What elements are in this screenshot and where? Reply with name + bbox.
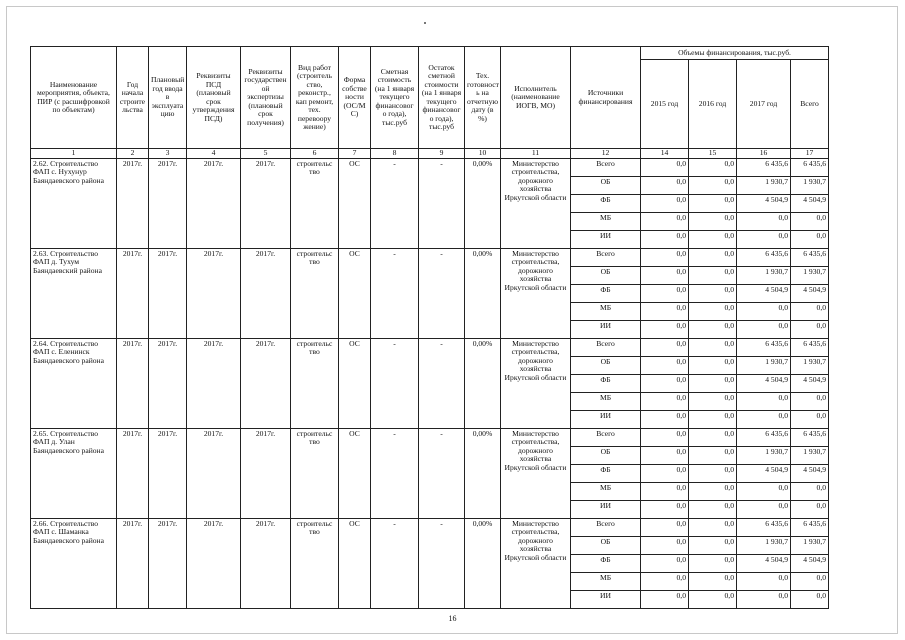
column-number: 15 (689, 149, 737, 159)
value-2017: 4 504,9 (737, 554, 791, 572)
table-row (31, 158, 829, 176)
scan-speck (424, 22, 426, 24)
work-type: строительс тво (291, 428, 339, 518)
remaining-cost: - (419, 338, 465, 428)
value-2017: 4 504,9 (737, 464, 791, 482)
value-2016: 0,0 (689, 518, 737, 536)
start-year: 2017г. (117, 338, 149, 428)
funding-source: МБ (571, 572, 641, 590)
estimated-cost: - (371, 518, 419, 608)
column-number: 1 (31, 149, 117, 159)
value-2017: 1 930,7 (737, 176, 791, 194)
ownership: ОС (339, 158, 371, 248)
value-total: 0,0 (791, 500, 829, 518)
expertise-year: 2017г. (241, 158, 291, 248)
funding-source: ИИ (571, 590, 641, 608)
project-name: 2.66. Строительство ФАП с. Шаманка Баяндаевского района (31, 518, 117, 608)
work-type: строительс тво (291, 338, 339, 428)
value-2016: 0,0 (689, 392, 737, 410)
value-2015: 0,0 (641, 590, 689, 608)
funding-source: ИИ (571, 320, 641, 338)
table-row (31, 518, 829, 536)
work-type: строительс тво (291, 518, 339, 608)
funding-source: Всего (571, 428, 641, 446)
project-name: 2.63. Строительство ФАП д. Тухум Баяндаевский района (31, 248, 117, 338)
value-2016: 0,0 (689, 590, 737, 608)
readiness: 0,00% (465, 248, 501, 338)
value-2017: 0,0 (737, 500, 791, 518)
header-estimated-cost: Сметная стоимость (на 1 января текущего финансовог о года), тыс.руб (371, 47, 419, 149)
header-planned-year: Плановый год ввода в эксплуата цию (149, 47, 187, 149)
value-total: 0,0 (791, 572, 829, 590)
funding-source: Всего (571, 158, 641, 176)
value-total: 4 504,9 (791, 284, 829, 302)
estimated-cost: - (371, 158, 419, 248)
value-2015: 0,0 (641, 554, 689, 572)
header-row-top (31, 47, 829, 60)
value-total: 4 504,9 (791, 464, 829, 482)
project-name: 2.62. Строительство ФАП с. Нухунур Баяндаевского района (31, 158, 117, 248)
header-ownership: Форма собстве ности (ОС/М С) (339, 47, 371, 149)
value-2017: 0,0 (737, 212, 791, 230)
value-total: 1 930,7 (791, 266, 829, 284)
value-2017: 0,0 (737, 230, 791, 248)
value-2016: 0,0 (689, 536, 737, 554)
header-psd: Реквизиты ПСД (плановый срок утверждения ПСД) (187, 47, 241, 149)
value-2017: 0,0 (737, 590, 791, 608)
value-2015: 0,0 (641, 302, 689, 320)
column-number: 7 (339, 149, 371, 159)
funding-source: ИИ (571, 230, 641, 248)
ownership: ОС (339, 338, 371, 428)
funding-source: Всего (571, 248, 641, 266)
value-total: 1 930,7 (791, 176, 829, 194)
header-2016: 2016 год (689, 60, 737, 149)
executor: Министерство строительства, дорожного хозяйства Иркутской области (501, 518, 571, 608)
value-2015: 0,0 (641, 248, 689, 266)
column-number: 8 (371, 149, 419, 159)
funding-source: ИИ (571, 410, 641, 428)
value-total: 6 435,6 (791, 338, 829, 356)
funding-source: ИИ (571, 500, 641, 518)
value-total: 0,0 (791, 320, 829, 338)
remaining-cost: - (419, 518, 465, 608)
value-2015: 0,0 (641, 230, 689, 248)
header-2015: 2015 год (641, 60, 689, 149)
table-row (31, 338, 829, 356)
header-start-year: Год начала строите льства (117, 47, 149, 149)
column-number: 16 (737, 149, 791, 159)
column-number: 17 (791, 149, 829, 159)
value-total: 0,0 (791, 392, 829, 410)
value-total: 0,0 (791, 590, 829, 608)
value-2015: 0,0 (641, 518, 689, 536)
value-total: 0,0 (791, 212, 829, 230)
column-number: 14 (641, 149, 689, 159)
value-total: 4 504,9 (791, 374, 829, 392)
value-2016: 0,0 (689, 356, 737, 374)
start-year: 2017г. (117, 428, 149, 518)
readiness: 0,00% (465, 518, 501, 608)
planned-year: 2017г. (149, 158, 187, 248)
planned-year: 2017г. (149, 428, 187, 518)
value-total: 1 930,7 (791, 536, 829, 554)
header-work-type: Вид работ (строитель ство, реконстр., кап ремонт, тех. перевоору жение) (291, 47, 339, 149)
estimated-cost: - (371, 428, 419, 518)
value-2017: 6 435,6 (737, 248, 791, 266)
executor: Министерство строительства, дорожного хозяйства Иркутской области (501, 338, 571, 428)
remaining-cost: - (419, 428, 465, 518)
value-2017: 1 930,7 (737, 266, 791, 284)
executor: Министерство строительства, дорожного хозяйства Иркутской области (501, 428, 571, 518)
funding-source: ФБ (571, 374, 641, 392)
funding-source: ФБ (571, 464, 641, 482)
value-total: 4 504,9 (791, 554, 829, 572)
estimated-cost: - (371, 248, 419, 338)
column-number: 12 (571, 149, 641, 159)
funding-source: ОБ (571, 356, 641, 374)
value-2015: 0,0 (641, 536, 689, 554)
work-type: строительс тво (291, 158, 339, 248)
start-year: 2017г. (117, 518, 149, 608)
project-name: 2.64. Строительство ФАП с. Еленинск Баяндаевского района (31, 338, 117, 428)
value-2015: 0,0 (641, 194, 689, 212)
funding-source: ОБ (571, 266, 641, 284)
funding-source: ОБ (571, 536, 641, 554)
value-2015: 0,0 (641, 500, 689, 518)
value-total: 0,0 (791, 410, 829, 428)
financing-table (30, 46, 829, 609)
work-type: строительс тво (291, 248, 339, 338)
value-2015: 0,0 (641, 338, 689, 356)
readiness: 0,00% (465, 158, 501, 248)
column-number: 11 (501, 149, 571, 159)
header-executor: Исполнитель (наименование ИОГВ, МО) (501, 47, 571, 149)
funding-source: ОБ (571, 176, 641, 194)
value-total: 1 930,7 (791, 446, 829, 464)
value-2016: 0,0 (689, 464, 737, 482)
planned-year: 2017г. (149, 248, 187, 338)
value-2017: 4 504,9 (737, 374, 791, 392)
column-number: 5 (241, 149, 291, 159)
value-2017: 0,0 (737, 320, 791, 338)
value-2015: 0,0 (641, 176, 689, 194)
psd-year: 2017г. (187, 428, 241, 518)
value-2017: 4 504,9 (737, 194, 791, 212)
value-2015: 0,0 (641, 482, 689, 500)
estimated-cost: - (371, 338, 419, 428)
value-2015: 0,0 (641, 392, 689, 410)
funding-source: ФБ (571, 554, 641, 572)
funding-source: ОБ (571, 446, 641, 464)
value-2017: 4 504,9 (737, 284, 791, 302)
value-2016: 0,0 (689, 446, 737, 464)
value-2015: 0,0 (641, 572, 689, 590)
value-2017: 0,0 (737, 572, 791, 590)
start-year: 2017г. (117, 158, 149, 248)
start-year: 2017г. (117, 248, 149, 338)
column-number: 2 (117, 149, 149, 159)
value-2016: 0,0 (689, 212, 737, 230)
value-2015: 0,0 (641, 158, 689, 176)
funding-source: МБ (571, 212, 641, 230)
value-2017: 0,0 (737, 302, 791, 320)
column-number: 9 (419, 149, 465, 159)
header-expertise: Реквизиты государствен ой экспертизы (плановый срок получения) (241, 47, 291, 149)
header-total: Всего (791, 60, 829, 149)
funding-source: МБ (571, 302, 641, 320)
value-total: 0,0 (791, 230, 829, 248)
value-2016: 0,0 (689, 284, 737, 302)
value-total: 6 435,6 (791, 158, 829, 176)
expertise-year: 2017г. (241, 248, 291, 338)
value-2016: 0,0 (689, 500, 737, 518)
funding-source: Всего (571, 518, 641, 536)
project-name: 2.65. Строительство ФАП д. Улан Баяндаевского района (31, 428, 117, 518)
planned-year: 2017г. (149, 338, 187, 428)
value-2016: 0,0 (689, 230, 737, 248)
readiness: 0,00% (465, 338, 501, 428)
expertise-year: 2017г. (241, 518, 291, 608)
executor: Министерство строительства, дорожного хозяйства Иркутской области (501, 158, 571, 248)
column-number: 4 (187, 149, 241, 159)
value-2017: 1 930,7 (737, 356, 791, 374)
value-2016: 0,0 (689, 194, 737, 212)
value-2016: 0,0 (689, 482, 737, 500)
ownership: ОС (339, 518, 371, 608)
value-total: 0,0 (791, 302, 829, 320)
value-2016: 0,0 (689, 176, 737, 194)
remaining-cost: - (419, 248, 465, 338)
expertise-year: 2017г. (241, 428, 291, 518)
value-2017: 0,0 (737, 410, 791, 428)
value-2017: 6 435,6 (737, 338, 791, 356)
header-financing-group: Объемы финансирования, тыс.руб. (641, 47, 829, 60)
value-total: 6 435,6 (791, 428, 829, 446)
value-2016: 0,0 (689, 266, 737, 284)
value-2017: 6 435,6 (737, 518, 791, 536)
value-2015: 0,0 (641, 266, 689, 284)
column-number-row (31, 149, 829, 159)
value-2017: 0,0 (737, 482, 791, 500)
value-2016: 0,0 (689, 554, 737, 572)
table-row (31, 428, 829, 446)
header-2017: 2017 год (737, 60, 791, 149)
ownership: ОС (339, 248, 371, 338)
header-readiness: Тех. готовност ь на отчетную дату (в %) (465, 47, 501, 149)
value-2016: 0,0 (689, 572, 737, 590)
executor: Министерство строительства, дорожного хозяйства Иркутской области (501, 248, 571, 338)
header-remaining-cost: Остаток сметной стоимости (на 1 января текущего финансовог о года), тыс.руб (419, 47, 465, 149)
value-total: 1 930,7 (791, 356, 829, 374)
expertise-year: 2017г. (241, 338, 291, 428)
planned-year: 2017г. (149, 518, 187, 608)
value-2015: 0,0 (641, 428, 689, 446)
page-number: 16 (448, 614, 457, 623)
column-number: 3 (149, 149, 187, 159)
value-2017: 1 930,7 (737, 446, 791, 464)
value-2015: 0,0 (641, 410, 689, 428)
value-2015: 0,0 (641, 374, 689, 392)
psd-year: 2017г. (187, 518, 241, 608)
readiness: 0,00% (465, 428, 501, 518)
funding-source: МБ (571, 482, 641, 500)
value-2016: 0,0 (689, 338, 737, 356)
value-2016: 0,0 (689, 158, 737, 176)
column-number: 10 (465, 149, 501, 159)
value-2017: 6 435,6 (737, 158, 791, 176)
value-total: 6 435,6 (791, 248, 829, 266)
funding-source: ФБ (571, 194, 641, 212)
value-2017: 1 930,7 (737, 536, 791, 554)
table-body (31, 158, 829, 608)
psd-year: 2017г. (187, 248, 241, 338)
value-2016: 0,0 (689, 410, 737, 428)
value-2017: 0,0 (737, 392, 791, 410)
value-total: 4 504,9 (791, 194, 829, 212)
value-2015: 0,0 (641, 464, 689, 482)
value-2016: 0,0 (689, 248, 737, 266)
remaining-cost: - (419, 158, 465, 248)
funding-source: Всего (571, 338, 641, 356)
table-row (31, 248, 829, 266)
value-2015: 0,0 (641, 356, 689, 374)
value-2015: 0,0 (641, 320, 689, 338)
value-2016: 0,0 (689, 374, 737, 392)
funding-source: МБ (571, 392, 641, 410)
value-2017: 6 435,6 (737, 428, 791, 446)
funding-source: ФБ (571, 284, 641, 302)
value-2016: 0,0 (689, 320, 737, 338)
ownership: ОС (339, 428, 371, 518)
value-2016: 0,0 (689, 428, 737, 446)
value-2015: 0,0 (641, 212, 689, 230)
value-total: 0,0 (791, 482, 829, 500)
value-total: 6 435,6 (791, 518, 829, 536)
value-2016: 0,0 (689, 302, 737, 320)
column-number: 6 (291, 149, 339, 159)
header-sources: Источники финансирования (571, 47, 641, 149)
value-2015: 0,0 (641, 446, 689, 464)
value-2015: 0,0 (641, 284, 689, 302)
header-name: Наименование мероприятия, объекта, ПИР (с расшифровкой по объектам) (31, 47, 117, 149)
psd-year: 2017г. (187, 338, 241, 428)
psd-year: 2017г. (187, 158, 241, 248)
